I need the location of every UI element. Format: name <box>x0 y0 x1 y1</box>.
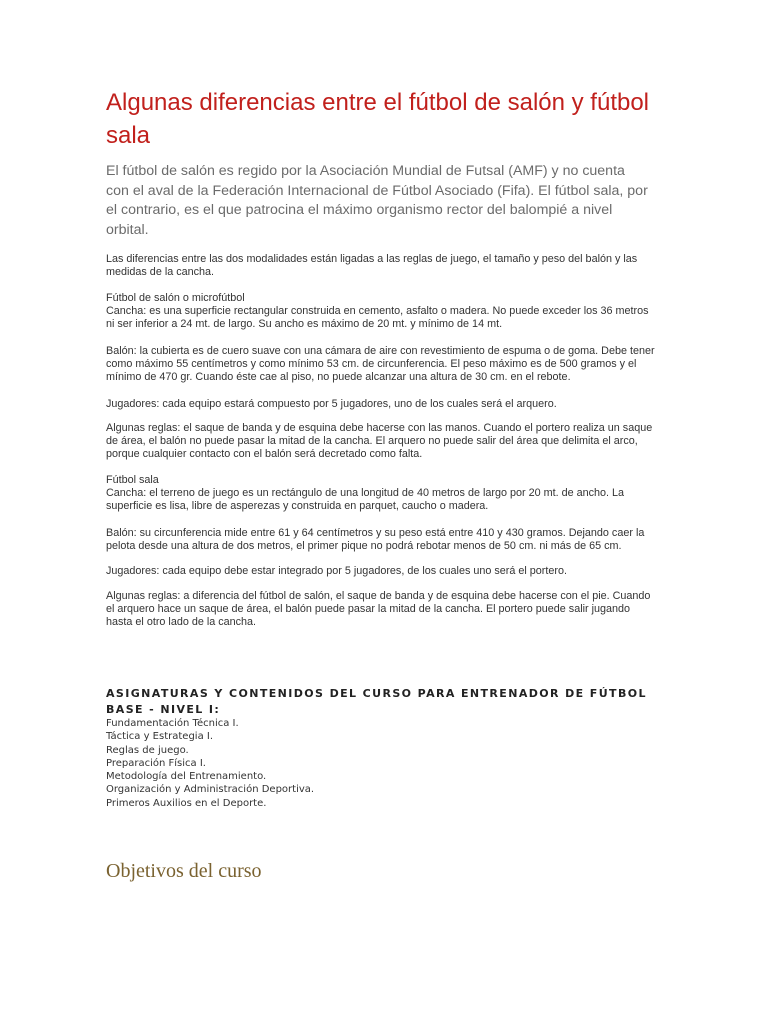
sala-cancha-text: Cancha: el terreno de juego es un rectángulo de una longitud de 40 metros de largo por 20 mt. de ancho. La superficie es lisa, libre de asperezas y construida en parquet, caucho o madera. <box>106 487 625 512</box>
salon-jugadores-paragraph: Jugadores: cada equipo estará compuesto por 5 jugadores, uno de los cuales será el arquero. <box>106 398 557 410</box>
article-title: Algunas diferencias entre el fútbol de salón y fútbol sala <box>106 89 650 149</box>
course-subject-item: Táctica y Estrategia I. <box>106 731 214 743</box>
course-subject-item: Organización y Administración Deportiva. <box>106 784 315 796</box>
salon-balon-paragraph: Balón: la cubierta es de cuero suave con una cámara de aire con revestimiento de espuma o de goma. Debe tener como máximo 55 centímetros y como mínimo 53 cm. de circunferencia. El peso máximo es de 500 gramos y el mínimo de 470 gr. Cuando éste cae al piso, no puede alcanzar una altura de 30 cm. en el rebote. <box>106 345 655 383</box>
sala-balon-paragraph: Balón: su circunferencia mide entre 61 y 64 centímetros y su peso está entre 410 y 430 gramos. Dejando caer la pelota desde una altura de dos metros, el primer pique no podrá rebotar menos de 50 cm. ni más de 65 cm. <box>106 527 645 552</box>
course-subject-item: Metodología del Entrenamiento. <box>106 771 267 783</box>
course-subject-item: Fundamentación Técnica I. <box>106 718 239 729</box>
course-heading: ASIGNATURAS Y CONTENIDOS DEL CURSO PARA ENTRENADOR DE FÚTBOL BASE - NIVEL I: <box>106 687 647 716</box>
sala-reglas-paragraph: Algunas reglas: a diferencia del fútbol de salón, el saque de banda y de esquina debe hacerse con el pie. Cuando el arquero hace un saque de área, el balón puede pasar la mitad de la cancha. El portero puede salir jugando hasta el otro lado de la cancha. <box>106 590 651 628</box>
course-subjects-list <box>106 717 506 810</box>
salon-heading: Fútbol de salón o microfútbol <box>106 292 245 304</box>
course-subject-item: Primeros Auxilios en el Deporte. <box>106 797 267 809</box>
course-subject-item: Preparación Física I. <box>106 757 206 769</box>
salon-reglas-paragraph: Algunas reglas: el saque de banda y de esquina debe hacerse con las manos. Cuando el portero realiza un saque de área, el balón no puede pasar la mitad de la cancha. El arquero no puede salir del área que delimita el arco, porque cualquier contacto con el balón será decretado como falta. <box>106 422 653 460</box>
sala-jugadores-paragraph: Jugadores: cada equipo debe estar integrado por 5 jugadores, de los cuales uno será el portero. <box>106 565 567 577</box>
objectives-title: Objetivos del curso <box>106 860 262 882</box>
article-lead: El fútbol de salón es regido por la Asociación Mundial de Futsal (AMF) y no cuenta con el aval de la Federación Internacional de Fútbol Asociado (Fifa). El fútbol sala, por el contrario, es el que patrocina el máximo organismo rector del balompié a nivel orbital. <box>106 163 648 238</box>
sala-cancha-paragraph <box>106 474 658 513</box>
intro-paragraph: Las diferencias entre las dos modalidades están ligadas a las reglas de juego, el tamaño y peso del balón y las medidas de la cancha. <box>106 253 638 278</box>
salon-cancha-paragraph <box>106 292 658 331</box>
course-subject-item: Reglas de juego. <box>106 744 189 756</box>
sala-heading: Fútbol sala <box>106 474 159 486</box>
salon-cancha-text: Cancha: es una superficie rectangular construida en cemento, asfalto o madera. No puede exceder los 36 metros ni ser inferior a 24 mt. de largo. Su ancho es máximo de 20 mt. y mínimo de 14 mt. <box>106 305 649 330</box>
